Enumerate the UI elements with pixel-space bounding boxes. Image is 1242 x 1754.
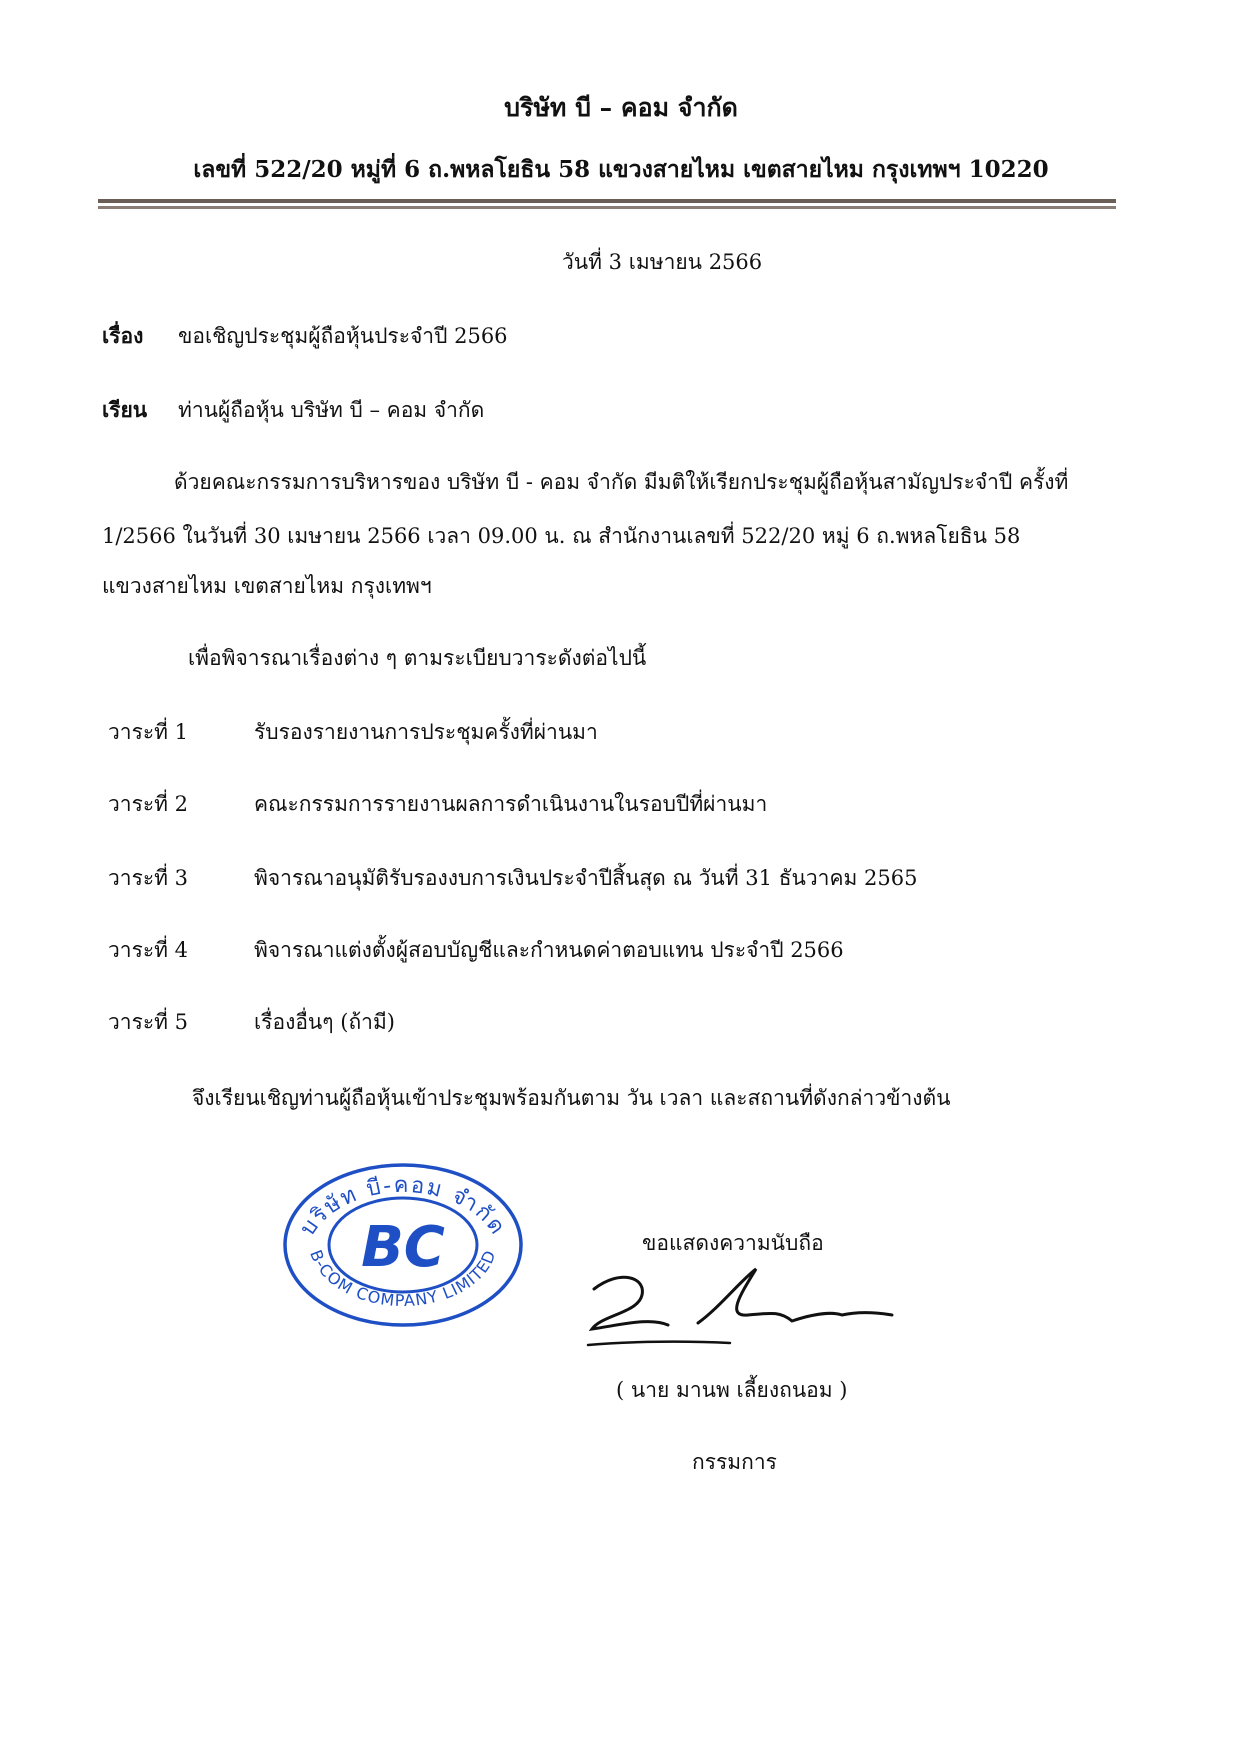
signer-position: กรรมการ	[692, 1450, 777, 1474]
agenda-item-1-label: วาระที่ 1	[108, 720, 189, 744]
handwritten-signature	[580, 1255, 900, 1369]
header-divider-secondary	[98, 206, 1116, 209]
subject-label: เรื่อง	[102, 323, 144, 348]
letter-date: วันที่ 3 เมษายน 2566	[562, 250, 763, 274]
regards-text: ขอแสดงความนับถือ	[642, 1231, 824, 1255]
subject-text: ขอเชิญประชุมผู้ถือหุ้นประจำปี 2566	[178, 324, 508, 348]
agenda-item-4-text: พิจารณาแต่งตั้งผู้สอบบัญชีและกำหนดค่าตอบแทน ประจำปี 2566	[254, 938, 844, 962]
body-line-2: 1/2566 ในวันที่ 30 เมษายน 2566 เวลา 09.00 น. ณ สำนักงานเลขที่ 522/20 หมู่ 6 ถ.พหลโยธิน 58	[102, 524, 1021, 548]
agenda-item-3-label: วาระที่ 3	[108, 866, 189, 890]
addressee-text: ท่านผู้ถือหุ้น บริษัท บี – คอม จำกัด	[178, 398, 485, 422]
stamp-seal-icon	[278, 1160, 528, 1330]
company-address: เลขที่ 522/20 หมู่ที่ 6 ถ.พหลโยธิน 58 แขวงสายไหม เขตสายไหม กรุงเทพฯ 10220	[193, 156, 1049, 183]
company-name: บริษัท บี – คอม จำกัด	[504, 93, 738, 122]
agenda-item-5-label: วาระที่ 5	[108, 1010, 189, 1034]
agenda-item-5-text: เรื่องอื่นๆ (ถ้ามี)	[254, 1010, 395, 1034]
agenda-intro: เพื่อพิจารณาเรื่องต่าง ๆ ตามระเบียบวาระดังต่อไปนี้	[188, 646, 647, 670]
stamp-english-name: B-COM COMPANY LIMITED	[306, 1247, 500, 1311]
agenda-item-3-text: พิจารณาอนุมัติรับรองงบการเงินประจำปีสิ้นสุด ณ วันที่ 31 ธันวาคม 2565	[254, 866, 918, 890]
header-divider	[98, 199, 1116, 203]
body-line-1: ด้วยคณะกรรมการบริหารของ บริษัท บี - คอม จำกัด มีมติให้เรียกประชุมผู้ถือหุ้นสามัญประจำปี ครั้งที่	[174, 470, 1069, 494]
agenda-item-4-label: วาระที่ 4	[108, 938, 189, 962]
stamp-monogram: BC	[361, 1215, 445, 1280]
agenda-item-2-label: วาระที่ 2	[108, 792, 189, 816]
signature-icon	[580, 1255, 900, 1365]
addressee-label: เรียน	[102, 397, 148, 422]
stamp-thai-name: บริษัท บี-คอม จำกัด	[295, 1172, 511, 1241]
closing-sentence: จึงเรียนเชิญท่านผู้ถือหุ้นเข้าประชุมพร้อมกันตาม วัน เวลา และสถานที่ดังกล่าวข้างต้น	[192, 1086, 951, 1110]
agenda-item-1-text: รับรองรายงานการประชุมครั้งที่ผ่านมา	[254, 720, 598, 744]
body-line-3: แขวงสายไหม เขตสายไหม กรุงเทพฯ	[102, 574, 432, 598]
company-stamp	[278, 1160, 528, 1334]
signer-name: ( นาย มานพ เลี้ยงถนอม )	[616, 1378, 848, 1402]
agenda-item-2-text: คณะกรรมการรายงานผลการดำเนินงานในรอบปีที่ผ่านมา	[254, 792, 768, 816]
